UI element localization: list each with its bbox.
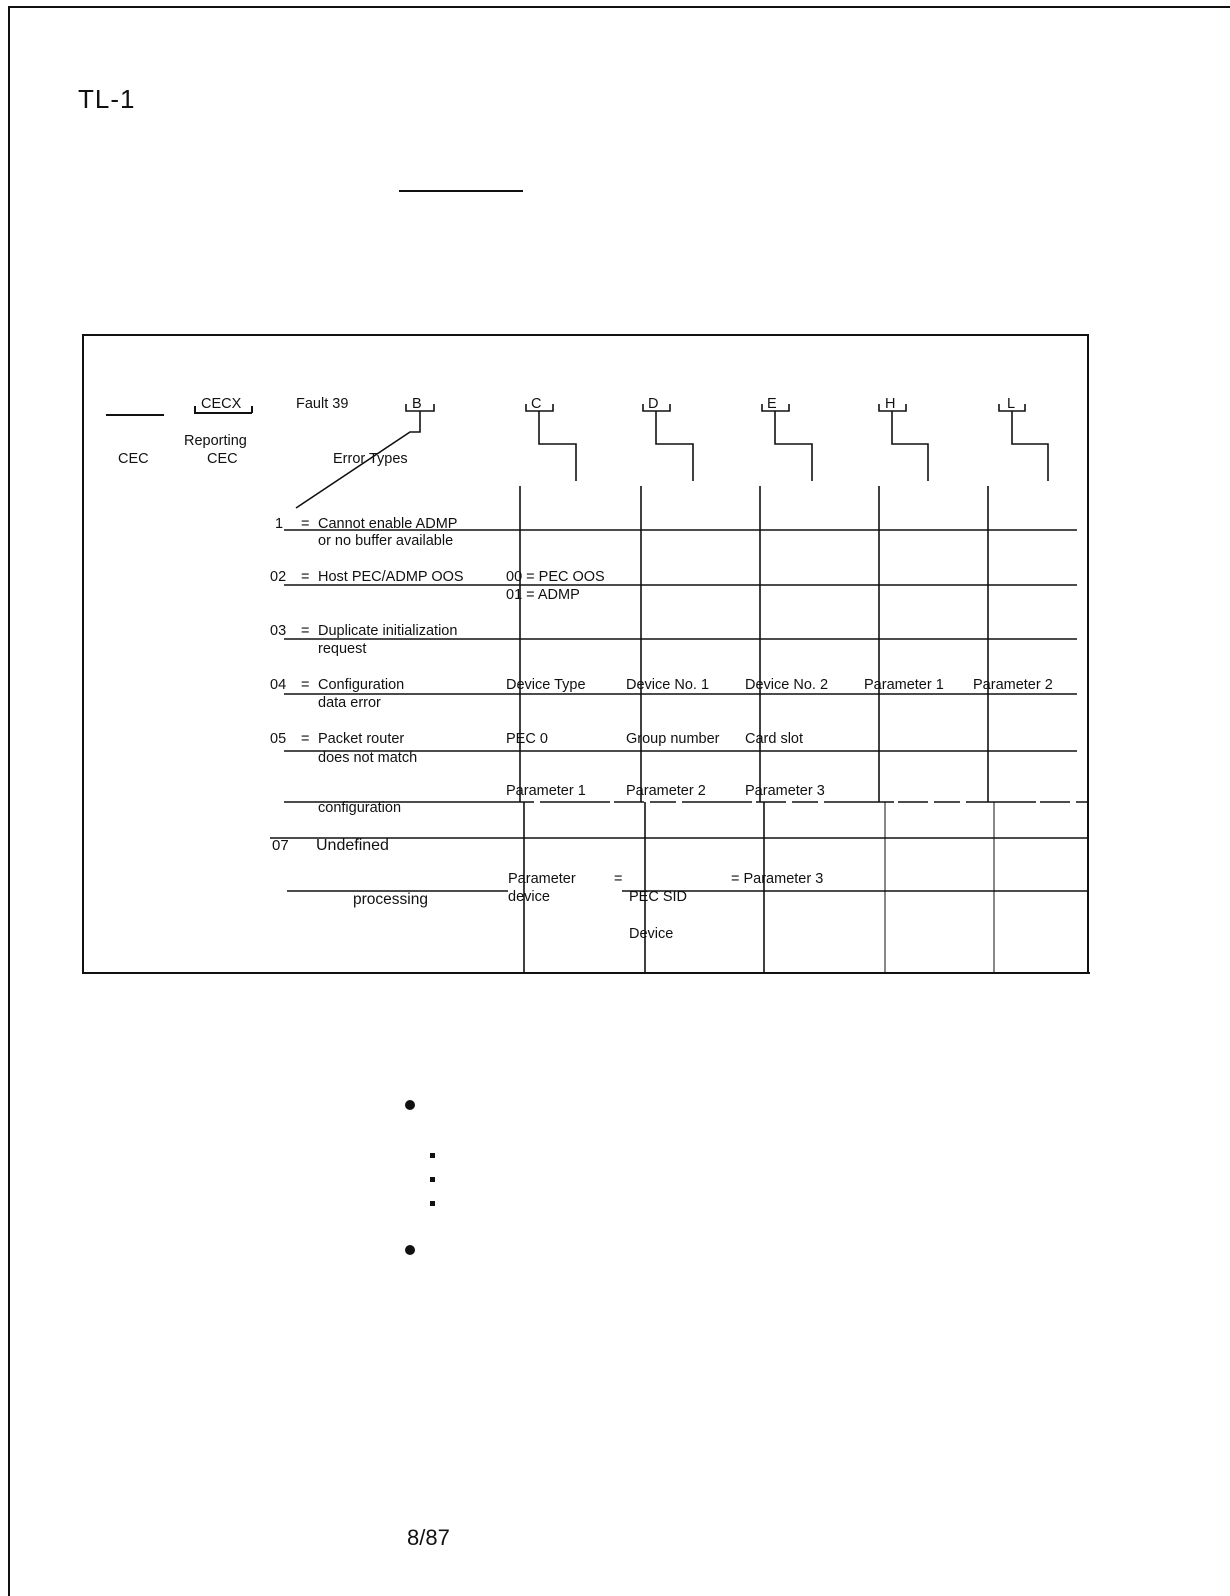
row-02-eq: = — [301, 569, 310, 585]
row-03-line1: Duplicate initialization — [318, 623, 458, 639]
row-05-eq: = — [301, 731, 310, 747]
row-1-code: 1 — [275, 516, 284, 532]
bullet-point-2 — [405, 1245, 415, 1255]
cell-08-device: device — [508, 889, 550, 905]
cell-05-card-slot: Card slot — [745, 731, 804, 747]
row-1-line1: Cannot enable ADMP — [318, 516, 458, 532]
reporting-cec-label: CEC — [207, 451, 238, 467]
field-letter-l: L — [1007, 396, 1016, 412]
row-05-line1: Packet router — [318, 731, 405, 747]
cell-04-device-type: Device Type — [506, 677, 586, 693]
row-07-line1: Undefined — [316, 837, 389, 854]
cell-05-pec-0: PEC 0 — [506, 731, 548, 747]
row-04-eq: = — [301, 677, 310, 693]
row-07-code: 07 — [272, 837, 289, 854]
cell-08-eq-parameter-3: = Parameter 3 — [731, 871, 824, 887]
row-06-line2: configuration — [318, 800, 402, 816]
row-03-eq: = — [301, 623, 310, 639]
cell-04-parameter-1: Parameter 1 — [864, 677, 944, 693]
field-letter-e: E — [767, 396, 777, 412]
cell-08-device-2: Device — [629, 926, 674, 942]
reporting-label: Reporting — [184, 433, 247, 449]
row-03-code: 03 — [270, 623, 287, 639]
footer-date: 8/87 — [407, 1525, 450, 1550]
cell-06-parameter-3: Parameter 3 — [745, 783, 825, 799]
field-letter-b: B — [412, 396, 422, 412]
row-02-line1: Host PEC/ADMP OOS — [318, 569, 464, 585]
row-04-line1: Configuration — [318, 677, 405, 693]
cell-08-eq-1: = — [614, 871, 623, 887]
field-letter-d: D — [648, 396, 659, 412]
field-letter-h: H — [885, 396, 896, 412]
cell-02-admp: 01 = ADMP — [506, 587, 580, 603]
cecx-code: CECX — [201, 396, 242, 412]
row-1-eq: = — [301, 516, 310, 532]
cell-08-pec-sid: PEC SID — [629, 889, 688, 905]
row-05-line2: does not match — [318, 750, 418, 766]
row-04-code: 04 — [270, 677, 287, 693]
sub-bullet-1 — [430, 1153, 435, 1158]
row-03-line2: request — [318, 641, 367, 657]
cec-label: CEC — [118, 451, 149, 467]
sub-bullet-3 — [430, 1201, 435, 1206]
cell-04-parameter-2: Parameter 2 — [973, 677, 1053, 693]
cell-04-device-no-1: Device No. 1 — [626, 677, 710, 693]
cell-08-parameter: Parameter — [508, 871, 576, 887]
bullet-point-1 — [405, 1100, 415, 1110]
row-02-code: 02 — [270, 569, 287, 585]
row-05-code: 05 — [270, 731, 287, 747]
sub-bullet-2 — [430, 1177, 435, 1182]
cell-04-device-no-2: Device No. 2 — [745, 677, 829, 693]
row-04-line2: data error — [318, 695, 381, 711]
error-types-label: Error Types — [333, 451, 408, 467]
fault-label: Fault 39 — [296, 396, 349, 412]
cell-06-parameter-2: Parameter 2 — [626, 783, 706, 799]
row-1-line2: or no buffer available — [318, 533, 454, 549]
cell-06-parameter-1: Parameter 1 — [506, 783, 586, 799]
cell-05-group-number: Group number — [626, 731, 720, 747]
page-header-code: TL-1 — [78, 84, 136, 114]
field-letter-c: C — [531, 396, 542, 412]
row-08-line2: processing — [353, 891, 428, 908]
cell-02-pec-oos: 00 = PEC OOS — [506, 569, 605, 585]
